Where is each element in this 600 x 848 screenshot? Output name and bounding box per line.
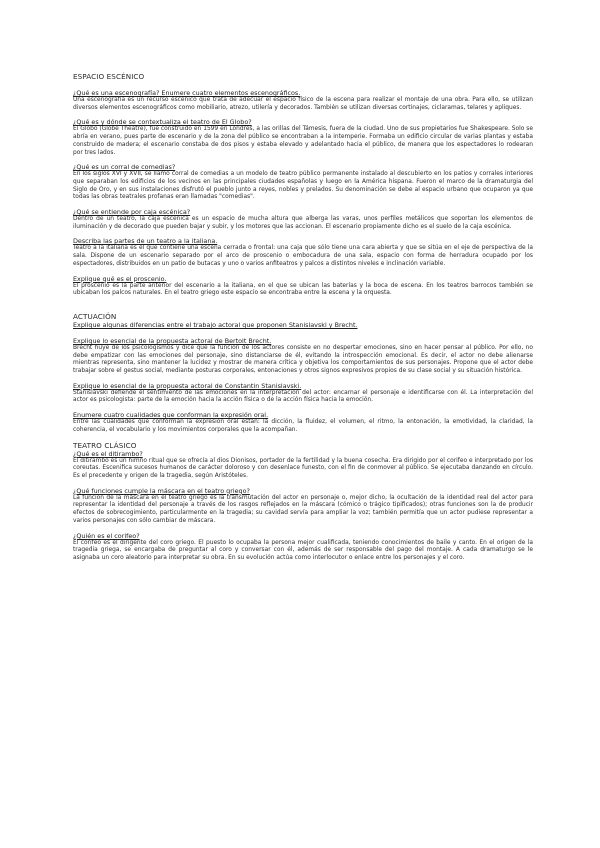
- section-actuacion: [73, 312, 533, 435]
- answer-paragraph: En los siglos XVI y XVII, se llamó corral de comedias a un modelo de teatro público permanente instalado al descubierto en los patios y corrales interiores que separaban los edificios de los vecinos en las principales ciudades españolas y luego en la América hispana. Fueron el marco de la dramaturgia del Siglo de Oro, y en sus instalaciones disfrutó el pueblo junto a reyes, nobles y prelados. Su denominación se debe al espacio urbano que ocuparon ya que todas las obras teatrales profanas eran llamadas "comedias".: [73, 171, 533, 201]
- question-heading: ¿Qué es una escenografía? Enumere cuatro elementos escenográficos.: [73, 89, 301, 97]
- answer-paragraph: El corifeo es el dirigente del coro griego. El puesto lo ocupaba la persona mejor cualificada, teniendo conocimientos de baile y canto. En el origen de la tragedia griega, se encargaba de preguntar al coro y conversar con él, además de ser responsable del pago del montaje. A cada dramaturgo se le asignaba un coro aleatorio para interpretar su obra. En su evolución actúa como interlocutor o enlace entre los personajes y el coro.: [73, 539, 533, 561]
- answer-paragraph: El ditirambo es un himno ritual que se ofrecía al dios Dionisos, portador de la fertilidad y la buena cosecha. Era dirigido por el corifeo e interpretado por los coreutas. Escenifica sucesos humanos de carácter doloroso y con desenlace funesto, con el fin de conmover al público. Se ejecutaba danzando en círculo. Es el precedente y origen de la tragedia, según Aristóteles.: [73, 457, 533, 479]
- qa-item: [73, 321, 533, 329]
- answer-paragraph: La función de la máscara en el teatro griego es la transmutación del actor en personaje o, mejor dicho, la ocultación de la identidad real del actor para representar la identidad del personaje a través de los rasgos reflejados en la máscara (cómico o trágico tipificados); otras funciones son la de producir efectos de sobrecogimiento, particularmente en la tragedia; su cavidad servía para ampliar la voz; también permitía que un actor pudiese representar a varios personajes con sólo cambiar de máscara.: [73, 494, 533, 524]
- answer-paragraph: Brecht huye de los psicologismos y dice que la función de los actores consiste en no despertar emociones, sino en hacer pensar al público. Por ello, no debe empatizar con las emociones del personaje, sino distanciarse de él, evitando la introspección emocional. Es decir, el actor no debe alienarse mientras representa, sino mantener la lucidez y mostrar de manera crítica y objetiva los comportamientos de sus personajes. Propone que el actor debe trabajar sobre el gestus social, mediante posturas corporales, entonaciones y otros signos expresivos propios de su clase social y su situación histórica.: [73, 344, 533, 375]
- answer-paragraph: El proscenio es la parte anterior del escenario a la italiana, en el que se ubican las baterías y la boca de escena. En los teatros barrocos también se ubicaban los palcos naturales. En el teatro griego este espacio se encontraba entre la escena y la orquesta.: [73, 282, 533, 297]
- answer-paragraph: Dentro de un teatro, la caja escénica es un espacio de mucha altura que alberga las varas, unos perfiles metálicos que soportan los elementos de iluminación y de decorado que pueden bajar y subir, y los motores que las accionan. El escenario propiamente dicho es el suelo de la caja escénica.: [73, 216, 533, 230]
- qa-item: [73, 337, 533, 376]
- question-heading: ¿Qué es y dónde se contextualiza el teatro de El Globo?: [73, 118, 252, 127]
- question-heading: ¿Qué es un corral de comedias?: [73, 163, 176, 172]
- answer-paragraph: Entre las cualidades que conforman la expresión oral están: la dicción, la fluidez, el volumen, el ritmo, la entonación, la emotividad, la claridad, la coherencia, el vocabulario y los movimientos corporales que la acompañan.: [73, 419, 533, 433]
- qa-item: [73, 450, 533, 481]
- question-heading: Describa las partes de un teatro a la italiana.: [73, 237, 218, 246]
- question-heading: ¿Qué es el ditirambo?: [73, 449, 143, 458]
- qa-item: [73, 89, 533, 112]
- section-title: TEATRO CLÁSICO: [73, 440, 137, 450]
- answer-paragraph: El Globo (Globe Theatre), fue construido en 1599 en Londres, a las orillas del Támesis, fuera de la ciudad. Uno de sus propietarios fue Shakespeare. Solo se abría en verano, pues parte de escenario y de la zona del público se encontraban a la intemperie. Formaba un edificio circular de varias plantas y estaba construido de madera; el escenario constaba de dos pisos y estaba elevado y adelantado hacia el público, de manera que los espectadores lo rodearan por tres lados.: [73, 126, 533, 156]
- qa-item: [73, 208, 533, 231]
- section-title: ACTUACIÓN: [73, 311, 117, 321]
- answer-paragraph: Una escenografía es un recurso escénico que trata de adecuar el espacio físico de la escena para realizar el montaje de una obra. Para ello, se utilizan diversos elementos escenográficos como mobiliario, atrezo, utilería y decorados. También se utilizan diversas cortinajes, ciclaramas, telares y apliques.: [73, 97, 533, 111]
- document-page: [73, 72, 533, 563]
- question-heading: Enumere cuatro cualidades que conforman la expresión oral.: [73, 411, 269, 420]
- qa-item: [73, 487, 533, 526]
- qa-item: [73, 163, 533, 202]
- question-heading: ¿Qué se entiende por caja escénica?: [73, 208, 191, 217]
- section-title: ESPACIO ESCÉNICO: [73, 72, 145, 81]
- section-espacio-escenico: [73, 72, 533, 298]
- qa-item: [73, 382, 533, 405]
- question-heading: Explique algunas diferencias entre el trabajo actoral que proponen Stanislavski y Brecht.: [73, 320, 358, 329]
- answer-paragraph: Stanislavski defiende el sentimiento de las emociones en la interpretación del actor: encarnar el personaje e identificarse con él. La interpretación del actor es psicologista: parte de la emoción hacia la acción física o de la acción física hacia la emoción.: [73, 389, 533, 404]
- qa-item: [73, 411, 533, 434]
- section-teatro-clasico: [73, 441, 533, 563]
- qa-item: [73, 237, 533, 268]
- question-heading: Explique lo esencial de la propuesta actoral de Constantin Stanislavski.: [73, 381, 302, 390]
- question-heading: ¿Quién es el corifeo?: [73, 531, 140, 540]
- answer-paragraph: Teatro a la italiana es el que contiene una escena cerrada o frontal: una caja que sólo tiene una cara abierta y que se sitúa en el eje de perspectiva de la sala. Dispone de un escenario separado por el arco de proscenio o embocadura de una sala, espacio con forma de herradura ocupado por los espectadores, distribuidos en un patio de butacas y uno o varios anfiteatros y palcos a distintos niveles e inclinación variable.: [73, 245, 533, 267]
- qa-item: [73, 118, 533, 157]
- question-heading: ¿Qué funciones cumple la máscara en el teatro griego?: [73, 486, 250, 495]
- qa-item: [73, 532, 533, 563]
- question-heading: Explique lo esencial de la propuesta actoral de Bertolt Brecht.: [73, 336, 272, 345]
- qa-item: [73, 275, 533, 298]
- question-heading: Explique qué es el proscenio.: [73, 274, 167, 283]
